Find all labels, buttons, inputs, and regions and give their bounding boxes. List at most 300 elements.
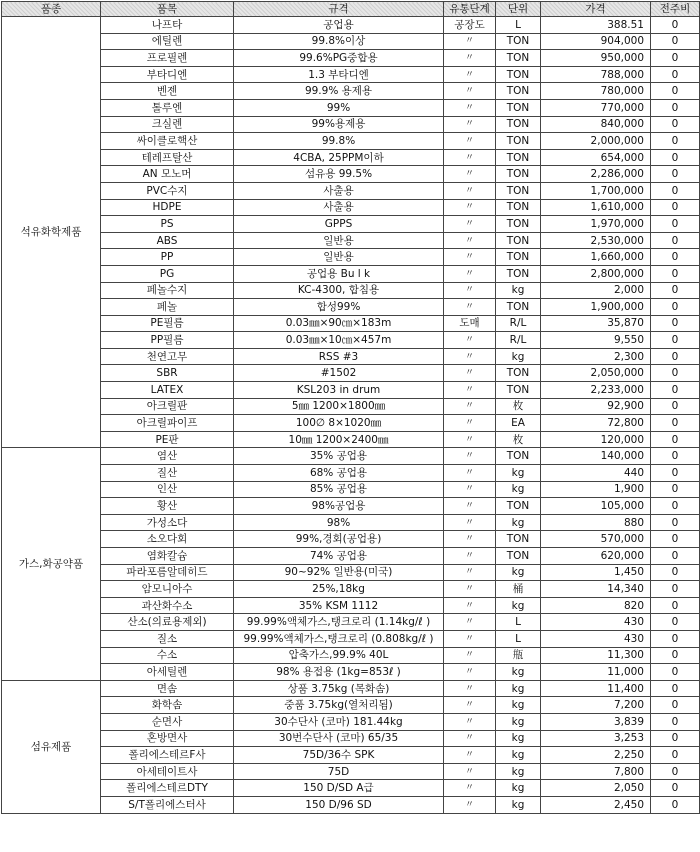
price-cell: 820 — [541, 597, 651, 614]
price-cell: 35,870 — [541, 315, 651, 332]
item-spec-cell: 75D — [234, 763, 444, 780]
unit-cell: L — [496, 17, 541, 34]
table-row — [2, 382, 700, 399]
table-row — [2, 249, 700, 266]
header-row — [2, 2, 700, 17]
price-cell: 72,800 — [541, 415, 651, 432]
week-change-cell: 0 — [651, 17, 700, 34]
table-row — [2, 116, 700, 133]
item-name-cell: 아세테이트사 — [101, 763, 234, 780]
item-spec-cell: 공업용 Bu l k — [234, 265, 444, 282]
item-spec-cell: 30수단사 (코마) 181.44kg — [234, 713, 444, 730]
price-cell: 2,000,000 — [541, 133, 651, 150]
week-change-cell: 0 — [651, 498, 700, 515]
price-cell: 1,700,000 — [541, 182, 651, 199]
week-change-cell: 0 — [651, 548, 700, 565]
item-spec-cell: 98% — [234, 514, 444, 531]
item-name-cell: PE판 — [101, 431, 234, 448]
distribution-stage-cell: 〃 — [444, 581, 496, 598]
week-change-cell: 0 — [651, 50, 700, 67]
table-row — [2, 713, 700, 730]
item-name-cell: 소오다회 — [101, 531, 234, 548]
header-distribution-stage: 유통단계 — [444, 2, 496, 17]
price-cell: 2,233,000 — [541, 382, 651, 399]
unit-cell: 枚 — [496, 398, 541, 415]
item-spec-cell: 압축가스,99.9% 40L — [234, 647, 444, 664]
week-change-cell: 0 — [651, 647, 700, 664]
item-spec-cell: 0.03㎜×90㎝×183m — [234, 315, 444, 332]
distribution-stage-cell: 〃 — [444, 216, 496, 233]
unit-cell: TON — [496, 232, 541, 249]
item-spec-cell: 150 D/96 SD — [234, 796, 444, 813]
table-row — [2, 50, 700, 67]
item-name-cell: 수소 — [101, 647, 234, 664]
distribution-stage-cell: 〃 — [444, 116, 496, 133]
item-name-cell: 아크릴파이프 — [101, 415, 234, 432]
distribution-stage-cell: 〃 — [444, 332, 496, 349]
distribution-stage-cell: 〃 — [444, 796, 496, 813]
item-spec-cell: 합성99% — [234, 299, 444, 316]
price-cell: 950,000 — [541, 50, 651, 67]
price-cell: 3,839 — [541, 713, 651, 730]
unit-cell: TON — [496, 166, 541, 183]
item-name-cell: AN 모노머 — [101, 166, 234, 183]
unit-cell: TON — [496, 531, 541, 548]
table-row — [2, 498, 700, 515]
distribution-stage-cell: 〃 — [444, 431, 496, 448]
price-cell: 440 — [541, 465, 651, 482]
item-name-cell: 염산 — [101, 448, 234, 465]
item-spec-cell: 99.9% 용제용 — [234, 83, 444, 100]
table-row — [2, 299, 700, 316]
header-week-change: 전주비 — [651, 2, 700, 17]
item-spec-cell: 4CBA, 25PPM이하 — [234, 149, 444, 166]
item-spec-cell: 99%,경회(공업용) — [234, 531, 444, 548]
week-change-cell: 0 — [651, 265, 700, 282]
distribution-stage-cell: 〃 — [444, 747, 496, 764]
item-name-cell: PE필름 — [101, 315, 234, 332]
unit-cell: TON — [496, 299, 541, 316]
week-change-cell: 0 — [651, 664, 700, 681]
unit-cell: kg — [496, 713, 541, 730]
week-change-cell: 0 — [651, 315, 700, 332]
category-cell: 석유화학제품 — [2, 17, 101, 448]
week-change-cell: 0 — [651, 33, 700, 50]
table-row — [2, 564, 700, 581]
price-cell: 2,530,000 — [541, 232, 651, 249]
item-spec-cell: 99.8%이상 — [234, 33, 444, 50]
price-cell: 570,000 — [541, 531, 651, 548]
item-name-cell: 황산 — [101, 498, 234, 515]
distribution-stage-cell: 〃 — [444, 398, 496, 415]
price-cell: 11,300 — [541, 647, 651, 664]
item-name-cell: 순면사 — [101, 713, 234, 730]
price-cell: 1,660,000 — [541, 249, 651, 266]
distribution-stage-cell: 〃 — [444, 664, 496, 681]
item-name-cell: 페놀 — [101, 299, 234, 316]
table-row — [2, 315, 700, 332]
price-cell: 9,550 — [541, 332, 651, 349]
item-name-cell: 프로필렌 — [101, 50, 234, 67]
distribution-stage-cell: 〃 — [444, 382, 496, 399]
price-cell: 788,000 — [541, 66, 651, 83]
table-row — [2, 182, 700, 199]
unit-cell: TON — [496, 448, 541, 465]
price-cell: 120,000 — [541, 431, 651, 448]
item-name-cell: 에틸렌 — [101, 33, 234, 50]
week-change-cell: 0 — [651, 465, 700, 482]
unit-cell: TON — [496, 116, 541, 133]
item-spec-cell: 30번수단사 (코마) 65/35 — [234, 730, 444, 747]
table-row — [2, 664, 700, 681]
price-cell: 770,000 — [541, 99, 651, 116]
item-spec-cell: 상품 3.75kg (목화솜) — [234, 680, 444, 697]
table-row — [2, 465, 700, 482]
item-spec-cell: 85% 공업용 — [234, 481, 444, 498]
unit-cell: TON — [496, 382, 541, 399]
item-spec-cell: KSL203 in drum — [234, 382, 444, 399]
price-cell: 388.51 — [541, 17, 651, 34]
distribution-stage-cell: 〃 — [444, 548, 496, 565]
table-row — [2, 149, 700, 166]
item-name-cell: 질산 — [101, 465, 234, 482]
table-row — [2, 796, 700, 813]
price-cell: 1,900 — [541, 481, 651, 498]
header-price: 가격 — [541, 2, 651, 17]
week-change-cell: 0 — [651, 796, 700, 813]
item-spec-cell: 일반용 — [234, 232, 444, 249]
item-name-cell: ABS — [101, 232, 234, 249]
item-spec-cell: 10㎜ 1200×2400㎜ — [234, 431, 444, 448]
unit-cell: TON — [496, 66, 541, 83]
header-item: 품목 — [101, 2, 234, 17]
distribution-stage-cell: 〃 — [444, 780, 496, 797]
item-spec-cell: 150 D/SD A급 — [234, 780, 444, 797]
price-cell: 780,000 — [541, 83, 651, 100]
week-change-cell: 0 — [651, 149, 700, 166]
item-name-cell: 폴리에스테르DTY — [101, 780, 234, 797]
item-spec-cell: 25%,18kg — [234, 581, 444, 598]
week-change-cell: 0 — [651, 514, 700, 531]
table-row — [2, 548, 700, 565]
distribution-stage-cell: 〃 — [444, 249, 496, 266]
item-spec-cell: 74% 공업용 — [234, 548, 444, 565]
table-row — [2, 17, 700, 34]
header-unit: 단위 — [496, 2, 541, 17]
table-row — [2, 481, 700, 498]
table-row — [2, 133, 700, 150]
week-change-cell: 0 — [651, 697, 700, 714]
week-change-cell: 0 — [651, 348, 700, 365]
item-spec-cell: 35% 공업용 — [234, 448, 444, 465]
unit-cell: TON — [496, 365, 541, 382]
unit-cell: kg — [496, 564, 541, 581]
week-change-cell: 0 — [651, 166, 700, 183]
item-name-cell: 톨루엔 — [101, 99, 234, 116]
unit-cell: EA — [496, 415, 541, 432]
week-change-cell: 0 — [651, 382, 700, 399]
item-name-cell: 벤젠 — [101, 83, 234, 100]
unit-cell: kg — [496, 597, 541, 614]
week-change-cell: 0 — [651, 182, 700, 199]
unit-cell: TON — [496, 149, 541, 166]
item-name-cell: HDPE — [101, 199, 234, 216]
item-spec-cell: 99.6%PG중합용 — [234, 50, 444, 67]
unit-cell: TON — [496, 50, 541, 67]
item-name-cell: 인산 — [101, 481, 234, 498]
unit-cell: kg — [496, 763, 541, 780]
distribution-stage-cell: 〃 — [444, 448, 496, 465]
distribution-stage-cell: 〃 — [444, 66, 496, 83]
week-change-cell: 0 — [651, 299, 700, 316]
unit-cell: kg — [496, 697, 541, 714]
distribution-stage-cell: 〃 — [444, 348, 496, 365]
unit-cell: TON — [496, 249, 541, 266]
unit-cell: kg — [496, 747, 541, 764]
table-row — [2, 747, 700, 764]
item-name-cell: 암모니아수 — [101, 581, 234, 598]
distribution-stage-cell: 〃 — [444, 133, 496, 150]
item-name-cell: 질소 — [101, 630, 234, 647]
item-name-cell: 화학솜 — [101, 697, 234, 714]
item-spec-cell: 98% 용접용 (1kg=853ℓ ) — [234, 664, 444, 681]
week-change-cell: 0 — [651, 564, 700, 581]
week-change-cell: 0 — [651, 398, 700, 415]
unit-cell: R/L — [496, 315, 541, 332]
item-name-cell: 나프타 — [101, 17, 234, 34]
price-cell: 1,450 — [541, 564, 651, 581]
item-spec-cell: 일반용 — [234, 249, 444, 266]
item-name-cell: 파라포름알데히드 — [101, 564, 234, 581]
table-row — [2, 99, 700, 116]
week-change-cell: 0 — [651, 83, 700, 100]
table-row — [2, 614, 700, 631]
week-change-cell: 0 — [651, 531, 700, 548]
item-spec-cell: 98%공업용 — [234, 498, 444, 515]
week-change-cell: 0 — [651, 431, 700, 448]
unit-cell: 枚 — [496, 431, 541, 448]
price-table — [1, 1, 700, 814]
price-cell: 2,800,000 — [541, 265, 651, 282]
item-name-cell: 크실렌 — [101, 116, 234, 133]
week-change-cell: 0 — [651, 597, 700, 614]
item-name-cell: 염화칼슘 — [101, 548, 234, 565]
price-cell: 11,000 — [541, 664, 651, 681]
table-row — [2, 630, 700, 647]
distribution-stage-cell: 〃 — [444, 166, 496, 183]
week-change-cell: 0 — [651, 199, 700, 216]
table-row — [2, 348, 700, 365]
unit-cell: TON — [496, 33, 541, 50]
item-spec-cell: 75D/36수 SPK — [234, 747, 444, 764]
distribution-stage-cell: 〃 — [444, 763, 496, 780]
unit-cell: TON — [496, 498, 541, 515]
table-row — [2, 697, 700, 714]
unit-cell: L — [496, 630, 541, 647]
week-change-cell: 0 — [651, 365, 700, 382]
unit-cell: kg — [496, 680, 541, 697]
unit-cell: L — [496, 614, 541, 631]
week-change-cell: 0 — [651, 66, 700, 83]
price-cell: 840,000 — [541, 116, 651, 133]
distribution-stage-cell: 〃 — [444, 597, 496, 614]
item-name-cell: 테레프탈산 — [101, 149, 234, 166]
unit-cell: kg — [496, 796, 541, 813]
item-spec-cell: 99.8% — [234, 133, 444, 150]
distribution-stage-cell: 〃 — [444, 282, 496, 299]
distribution-stage-cell: 〃 — [444, 99, 496, 116]
price-cell: 105,000 — [541, 498, 651, 515]
item-spec-cell: 100∅ 8×1020㎜ — [234, 415, 444, 432]
distribution-stage-cell: 〃 — [444, 481, 496, 498]
price-cell: 140,000 — [541, 448, 651, 465]
item-name-cell: 천연고무 — [101, 348, 234, 365]
table-row — [2, 415, 700, 432]
item-spec-cell: 공업용 — [234, 17, 444, 34]
item-name-cell: 산소(의료용제외) — [101, 614, 234, 631]
distribution-stage-cell: 〃 — [444, 647, 496, 664]
distribution-stage-cell: 〃 — [444, 299, 496, 316]
price-cell: 880 — [541, 514, 651, 531]
distribution-stage-cell: 〃 — [444, 614, 496, 631]
week-change-cell: 0 — [651, 216, 700, 233]
item-name-cell: 아세틸렌 — [101, 664, 234, 681]
distribution-stage-cell: 도매 — [444, 315, 496, 332]
unit-cell: TON — [496, 265, 541, 282]
item-name-cell: 폴리에스테르F사 — [101, 747, 234, 764]
distribution-stage-cell: 〃 — [444, 713, 496, 730]
week-change-cell: 0 — [651, 680, 700, 697]
unit-cell: kg — [496, 514, 541, 531]
week-change-cell: 0 — [651, 332, 700, 349]
table-row — [2, 763, 700, 780]
distribution-stage-cell: 〃 — [444, 182, 496, 199]
table-row — [2, 365, 700, 382]
item-spec-cell: 사출용 — [234, 182, 444, 199]
item-name-cell: S/T폴리에스터사 — [101, 796, 234, 813]
price-cell: 1,610,000 — [541, 199, 651, 216]
unit-cell: kg — [496, 664, 541, 681]
distribution-stage-cell: 〃 — [444, 730, 496, 747]
category-cell: 섬유제품 — [2, 680, 101, 813]
week-change-cell: 0 — [651, 99, 700, 116]
item-name-cell: 혼방면사 — [101, 730, 234, 747]
item-name-cell: 페놀수지 — [101, 282, 234, 299]
unit-cell: 甁 — [496, 647, 541, 664]
unit-cell: 桶 — [496, 581, 541, 598]
distribution-stage-cell: 〃 — [444, 564, 496, 581]
week-change-cell: 0 — [651, 481, 700, 498]
price-cell: 1,900,000 — [541, 299, 651, 316]
item-name-cell: LATEX — [101, 382, 234, 399]
week-change-cell: 0 — [651, 730, 700, 747]
distribution-stage-cell: 〃 — [444, 680, 496, 697]
unit-cell: TON — [496, 216, 541, 233]
distribution-stage-cell: 〃 — [444, 50, 496, 67]
price-cell: 2,250 — [541, 747, 651, 764]
item-spec-cell: 99.99%액체가스,탱크로리 (1.14kg/ℓ ) — [234, 614, 444, 631]
item-name-cell: 과산화수소 — [101, 597, 234, 614]
item-spec-cell: KC-4300, 합침용 — [234, 282, 444, 299]
item-spec-cell: RSS #3 — [234, 348, 444, 365]
table-row — [2, 514, 700, 531]
category-cell: 가스,화공약품 — [2, 448, 101, 680]
item-spec-cell: 35% KSM 1112 — [234, 597, 444, 614]
unit-cell: R/L — [496, 332, 541, 349]
unit-cell: kg — [496, 282, 541, 299]
table-row — [2, 282, 700, 299]
table-row — [2, 33, 700, 50]
item-name-cell: 면솜 — [101, 680, 234, 697]
table-row — [2, 66, 700, 83]
unit-cell: TON — [496, 83, 541, 100]
unit-cell: TON — [496, 199, 541, 216]
table-row — [2, 398, 700, 415]
table-row — [2, 431, 700, 448]
distribution-stage-cell: 〃 — [444, 265, 496, 282]
unit-cell: TON — [496, 548, 541, 565]
item-spec-cell: 중품 3.75kg(열처리됨) — [234, 697, 444, 714]
price-cell: 430 — [541, 614, 651, 631]
item-spec-cell: 0.03㎜×10㎝×457m — [234, 332, 444, 349]
price-cell: 2,300 — [541, 348, 651, 365]
price-cell: 620,000 — [541, 548, 651, 565]
table-row — [2, 265, 700, 282]
table-row — [2, 216, 700, 233]
item-name-cell: PP필름 — [101, 332, 234, 349]
price-cell: 2,000 — [541, 282, 651, 299]
price-cell: 904,000 — [541, 33, 651, 50]
item-name-cell: 아크릴판 — [101, 398, 234, 415]
table-row — [2, 597, 700, 614]
week-change-cell: 0 — [651, 116, 700, 133]
item-name-cell: PP — [101, 249, 234, 266]
item-name-cell: PS — [101, 216, 234, 233]
item-spec-cell: 90~92% 일반용(미국) — [234, 564, 444, 581]
unit-cell: kg — [496, 730, 541, 747]
week-change-cell: 0 — [651, 133, 700, 150]
price-cell: 1,970,000 — [541, 216, 651, 233]
item-name-cell: 부타디엔 — [101, 66, 234, 83]
item-name-cell: PG — [101, 265, 234, 282]
price-cell: 3,253 — [541, 730, 651, 747]
table-row — [2, 83, 700, 100]
table-body — [2, 17, 700, 814]
week-change-cell: 0 — [651, 448, 700, 465]
unit-cell: kg — [496, 780, 541, 797]
distribution-stage-cell: 〃 — [444, 514, 496, 531]
item-spec-cell: 99% — [234, 99, 444, 116]
price-cell: 92,900 — [541, 398, 651, 415]
unit-cell: kg — [496, 481, 541, 498]
table-row — [2, 232, 700, 249]
week-change-cell: 0 — [651, 713, 700, 730]
distribution-stage-cell: 〃 — [444, 531, 496, 548]
price-cell: 14,340 — [541, 581, 651, 598]
item-spec-cell: 99%용제용 — [234, 116, 444, 133]
table-row — [2, 581, 700, 598]
table-row — [2, 166, 700, 183]
table-row — [2, 647, 700, 664]
week-change-cell: 0 — [651, 232, 700, 249]
week-change-cell: 0 — [651, 614, 700, 631]
item-spec-cell: 1.3 부타디엔 — [234, 66, 444, 83]
table-row — [2, 780, 700, 797]
table-row — [2, 730, 700, 747]
item-spec-cell: 68% 공업용 — [234, 465, 444, 482]
unit-cell: TON — [496, 99, 541, 116]
distribution-stage-cell: 〃 — [444, 199, 496, 216]
